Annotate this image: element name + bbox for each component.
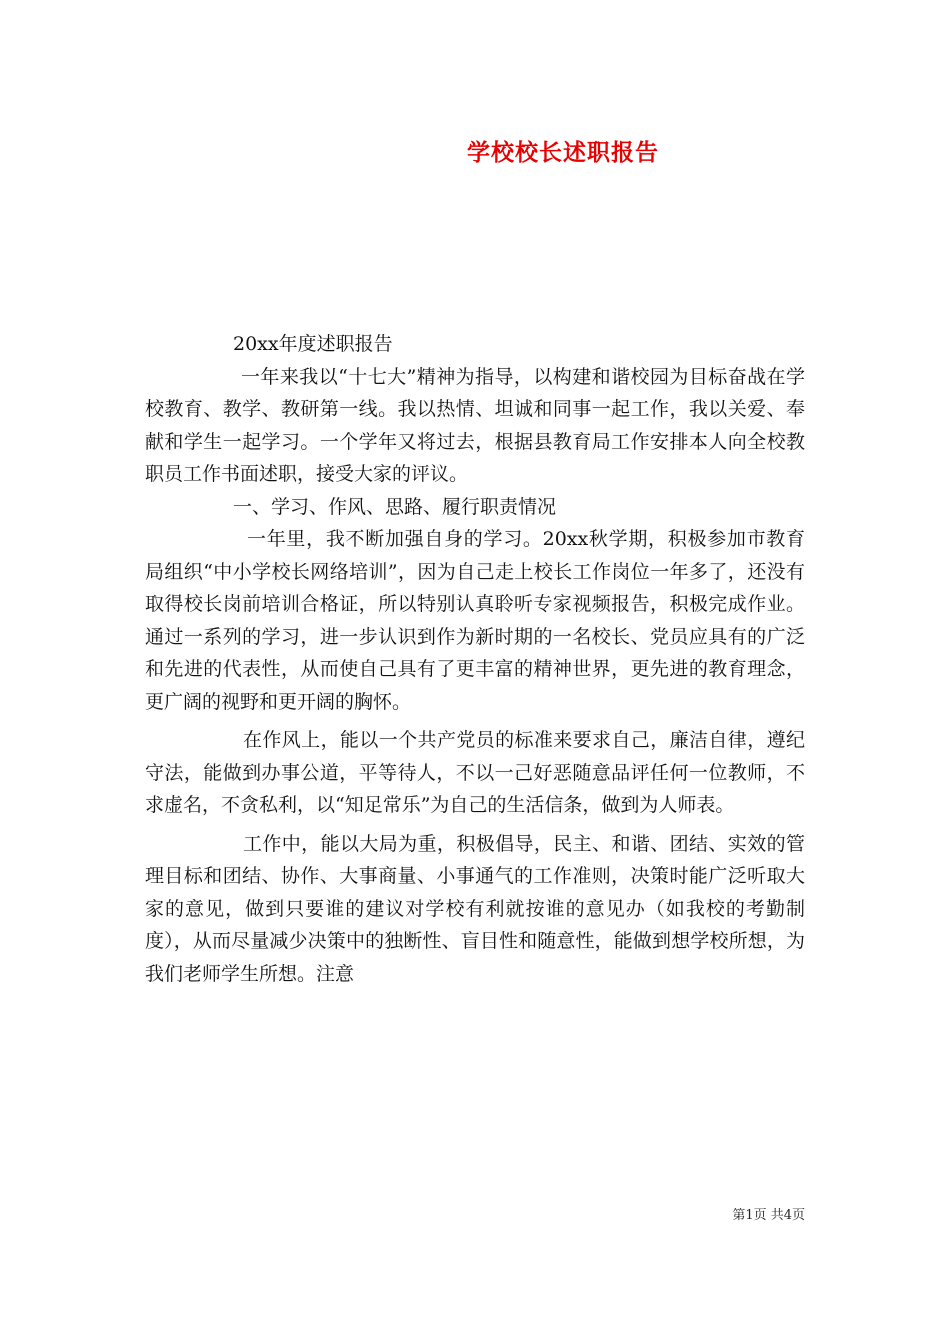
report-subtitle: 20xx年度述职报告	[233, 333, 393, 355]
paragraph-intro: 一年来我以“十七大”精神为指导，以构建和谐校园为目标奋战在学校教育、教学、教研第一线。我以热情、坦诚和同事一起工作，我以关爱、奉献和学生一起学习。一个学年又将过去，根据县教育局工作安排本人向全校教职员工作书面述职，接受大家的评议。	[145, 365, 805, 485]
document-body	[145, 328, 805, 990]
section-heading-1: 一、学习、作风、思路、履行职责情况	[233, 495, 557, 518]
page-number: 第1页 共4页	[732, 1208, 805, 1223]
document-title: 学校校长述职报告	[467, 139, 659, 166]
paragraph-study: 一年里，我不断加强自身的学习。20xx秋学期，积极参加市教育局组织“中小学校长网络培训”，因为自己走上校长工作岗位一年多了，还没有取得校长岗前培训合格证，所以特别认真聆听专家视频报告，积极完成作业。通过一系列的学习，进一步认识到作为新时期的一名校长、党员应具有的广泛和先进的代表性，从而使自己具有了更丰富的精神世界，更先进的教育理念，更广阔的视野和更开阔的胸怀。	[145, 528, 805, 713]
paragraph-work: 工作中，能以大局为重，积极倡导，民主、和谐、团结、实效的管理目标和团结、协作、大事商量、小事通气的工作准则，决策时能广泛听取大家的意见，做到只要谁的建议对学校有利就按谁的意见办（如我校的考勤制度），从而尽量减少决策中的独断性、盲目性和随意性，能做到想学校所想，为我们老师学生所想。注意	[145, 832, 805, 985]
paragraph-style: 在作风上，能以一个共产党员的标准来要求自己，廉洁自律，遵纪守法，能做到办事公道，平等待人，不以一己好恶随意品评任何一位教师，不求虚名，不贪私利，以“知足常乐”为自己的生活信条，做到为人师表。	[145, 729, 805, 816]
